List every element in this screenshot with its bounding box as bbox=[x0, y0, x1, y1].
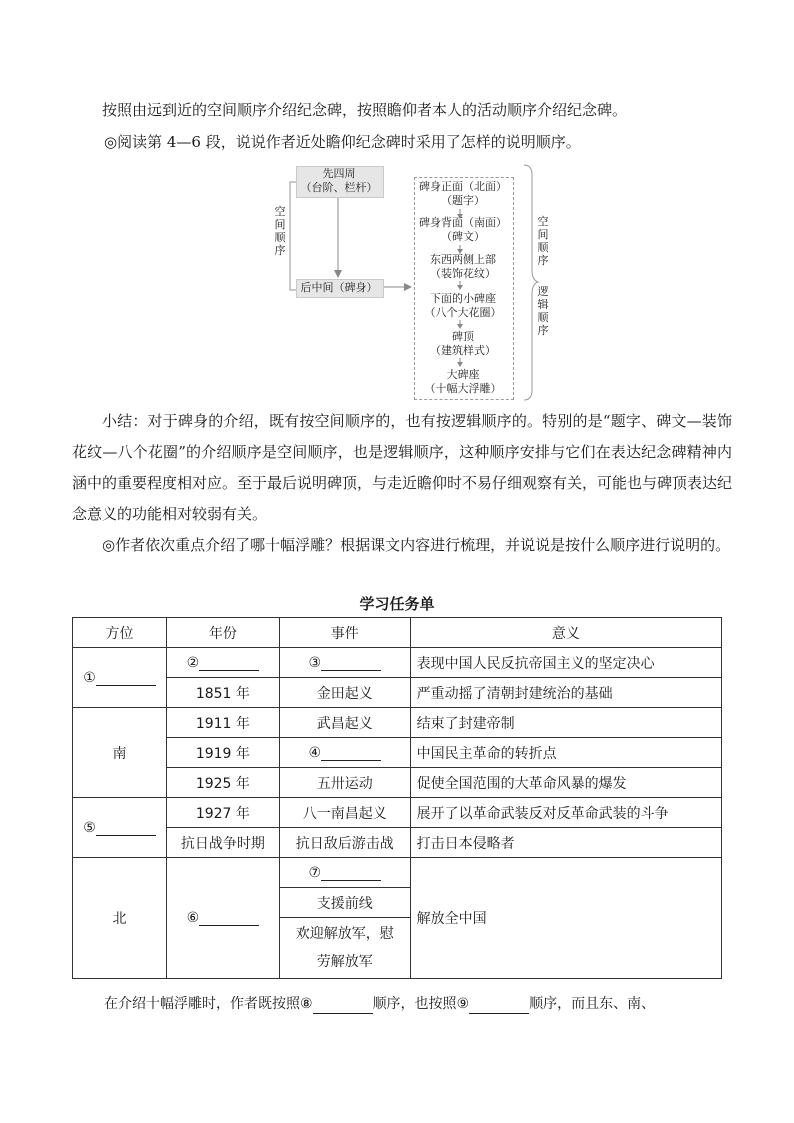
row6-year: 1927 年 bbox=[166, 798, 279, 828]
top-box-line1: 先四周 bbox=[322, 167, 356, 180]
row8-event3-line2: 劳解放军 bbox=[316, 954, 373, 970]
row5-year: 1925 年 bbox=[166, 768, 279, 798]
table-header-row bbox=[73, 618, 722, 648]
row3-event: 武昌起义 bbox=[279, 708, 410, 738]
right-item-5-line1: 碑顶 bbox=[452, 330, 474, 343]
circle-3: ③ bbox=[308, 654, 322, 671]
row8-meaning: 解放全中国 bbox=[410, 858, 721, 979]
header-meaning: 意义 bbox=[410, 618, 721, 648]
row2-year: 1851 年 bbox=[166, 678, 279, 708]
summary-paragraph: 小结：对于碑身的介绍，既有按空间顺序的，也有按逻辑顺序的。特别的是“题字、碑文—装饰花纹—八个花圈”的介绍顺序是空间顺序，也是逻辑顺序，这种顺序安排与它们在表达纪念碑精神内涵中的重要程度相对应。至于最后说明碑顶，与走近瞻仰时不易仔细观察有关，可能也与碑顶表达纪念意义的功能相对较弱有关。 bbox=[72, 412, 733, 523]
table-row bbox=[73, 738, 722, 768]
row8-event3 bbox=[280, 918, 410, 978]
blank-1[interactable] bbox=[96, 670, 156, 686]
right-item-1-line1: 碑身正面（北面） bbox=[419, 180, 507, 193]
circle-6: ⑥ bbox=[186, 910, 200, 926]
row6-meaning: 展开了以革命武装反对反革命武装的斗争 bbox=[410, 798, 721, 828]
position-north: 北 bbox=[73, 858, 167, 979]
circle-8: ⑧ bbox=[300, 996, 313, 1012]
table-title: 学习任务单 bbox=[359, 595, 435, 613]
row4-year: 1919 年 bbox=[166, 738, 279, 768]
row2-event: 金田起义 bbox=[279, 678, 410, 708]
header-event: 事件 bbox=[279, 618, 410, 648]
right-label-spatial: 空 间 顺 序 bbox=[537, 215, 549, 267]
blank-7-cell[interactable] bbox=[280, 858, 410, 888]
row1-meaning: 表现中国人民反抗帝国主义的坚定决心 bbox=[410, 648, 721, 678]
row5-event: 五卅运动 bbox=[279, 768, 410, 798]
right-item-4-line2: （八个大花圈） bbox=[424, 306, 502, 319]
top-box-line2: （台阶、栏杆） bbox=[300, 181, 378, 194]
blank-3-cell[interactable] bbox=[279, 648, 410, 678]
right-item-2-line2: （碑文） bbox=[441, 230, 485, 243]
question-1: ◎阅读第 4—6 段，说说作者近处瞻仰纪念碑时采用了怎样的说明顺序。 bbox=[104, 133, 581, 151]
table-row bbox=[73, 858, 722, 979]
right-item-5-line2: （建筑样式） bbox=[430, 344, 496, 357]
circle-4: ④ bbox=[308, 744, 322, 761]
right-item-4-line1: 下面的小碑座 bbox=[430, 292, 496, 305]
right-item-1-line2: （题字） bbox=[441, 194, 485, 207]
table-row bbox=[73, 828, 722, 858]
circle-9: ⑨ bbox=[456, 996, 470, 1012]
right-item-2-line1: 碑身背面（南面） bbox=[419, 216, 507, 229]
row8-event3-line1: 欢迎解放军，慰 bbox=[295, 926, 394, 942]
blank-3[interactable] bbox=[321, 655, 381, 671]
table-row bbox=[73, 768, 722, 798]
blank-5[interactable] bbox=[96, 820, 156, 836]
blank-4[interactable] bbox=[321, 745, 381, 761]
row4-meaning: 中国民主革命的转折点 bbox=[410, 738, 721, 768]
position-south: 南 bbox=[73, 708, 167, 798]
final-line-part2: 顺序，也按照 bbox=[372, 996, 457, 1012]
row8-event2: 支援前线 bbox=[280, 888, 410, 918]
row3-meaning: 结束了封建帝制 bbox=[410, 708, 721, 738]
table-row bbox=[73, 648, 722, 678]
left-label-spatial: 空 间 顺 序 bbox=[274, 205, 286, 257]
final-line-part1: 在介绍十幅浮雕时，作者既按照 bbox=[104, 996, 300, 1012]
row7-year: 抗日战争时期 bbox=[166, 828, 279, 858]
blank-1-cell[interactable] bbox=[73, 648, 167, 708]
right-label-logical: 逻 辑 顺 序 bbox=[537, 285, 549, 337]
final-line-part3: 顺序，而且东、南、 bbox=[529, 996, 656, 1012]
row7-event: 抗日敌后游击战 bbox=[279, 828, 410, 858]
diagram-connectors bbox=[0, 0, 794, 420]
blank-2-cell[interactable] bbox=[166, 648, 279, 678]
header-position: 方位 bbox=[73, 618, 167, 648]
blank-2[interactable] bbox=[199, 655, 259, 671]
question-2: ◎作者依次重点介绍了哪十幅浮雕？根据课文内容进行梳理，并说说是按什么顺序进行说明的。 bbox=[102, 536, 731, 554]
final-line bbox=[104, 994, 764, 1014]
table-row bbox=[73, 708, 722, 738]
blank-8[interactable] bbox=[313, 998, 373, 1014]
right-item-6-line1: 大碑座 bbox=[446, 368, 480, 381]
table-row bbox=[73, 678, 722, 708]
blank-6[interactable] bbox=[199, 910, 259, 926]
intro-line: 按照由远到近的空间顺序介绍纪念碑，按照瞻仰者本人的活动顺序介绍纪念碑。 bbox=[102, 101, 628, 119]
circle-7: ⑦ bbox=[308, 864, 322, 881]
right-item-6-line2: （十幅大浮雕） bbox=[424, 382, 502, 395]
table-row bbox=[73, 798, 722, 828]
right-item-3-line1: 东西两侧上部 bbox=[430, 253, 496, 266]
row7-meaning: 打击日本侵略者 bbox=[410, 828, 721, 858]
row3-year: 1911 年 bbox=[166, 708, 279, 738]
north-events-cell bbox=[279, 858, 410, 979]
circle-1: ① bbox=[83, 669, 96, 686]
task-table bbox=[72, 617, 722, 979]
blank-9[interactable] bbox=[469, 998, 529, 1014]
right-dashed-group bbox=[414, 177, 514, 400]
row6-event: 八一南昌起义 bbox=[279, 798, 410, 828]
row5-meaning: 促使全国范围的大革命风暴的爆发 bbox=[410, 768, 721, 798]
row2-meaning: 严重动摇了清朝封建统治的基础 bbox=[410, 678, 721, 708]
blank-6-cell[interactable] bbox=[166, 858, 279, 979]
circle-5: ⑤ bbox=[83, 819, 96, 836]
blank-5-cell[interactable] bbox=[73, 798, 167, 858]
blank-4-cell[interactable] bbox=[279, 738, 410, 768]
circle-2: ② bbox=[186, 654, 200, 671]
right-item-3-line2: （装饰花纹） bbox=[430, 267, 496, 280]
header-year: 年份 bbox=[166, 618, 279, 648]
bottom-box-label: 后中间（碑身） bbox=[300, 281, 378, 294]
blank-7[interactable] bbox=[321, 865, 381, 881]
